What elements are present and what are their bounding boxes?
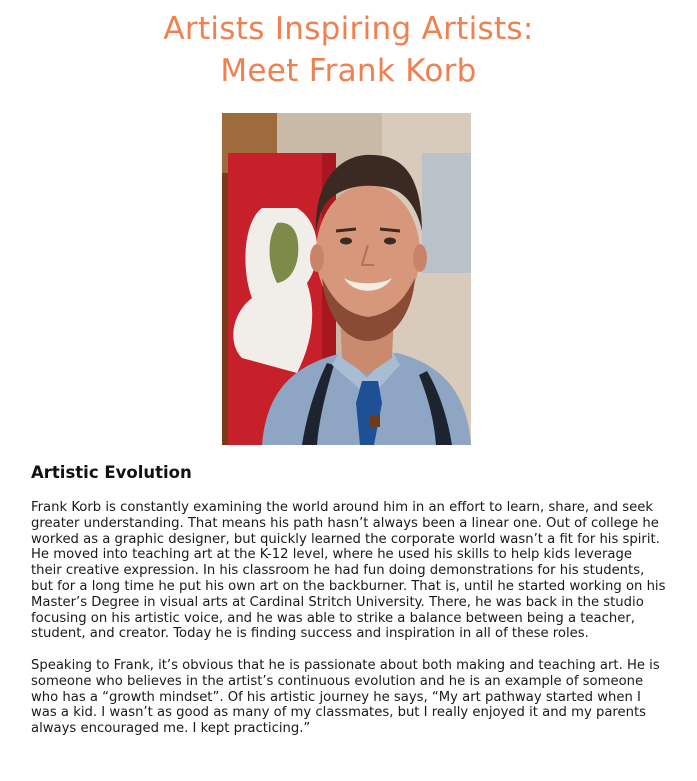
title-line-1: Artists Inspiring Artists:	[163, 11, 534, 47]
paragraph: Frank Korb is constantly examining the world around him in an effort to learn, share, and seek greater understanding. That means his path hasn’t always been a linear one. Out of college he worked as a graphic designer, but quickly learned the corporate world wasn’t a fit for his spirit. He moved into teaching art at the K-12 level, where he used his skills to help kids leverage their creative expression. In his classroom he had fun doing demonstrations for his students, but for a long time he put his own art on the backburner. That is, until he started working on his Master’s Degree in visual arts at Cardinal Stritch University. There, he was back in the studio focusing on his artistic voice, and he was able to strike a balance between being a teacher, student, and creator. Today he is finding success and inspiration in all of these roles.	[31, 500, 666, 642]
section-heading: Artistic Evolution	[31, 463, 192, 482]
title-line-2: Meet Frank Korb	[220, 53, 477, 89]
page-title	[0, 0, 697, 92]
paragraph: Speaking to Frank, it’s obvious that he is passionate about both making and teaching art. He is someone who believes in the artist’s continuous evolution and he is an example of someone who has a “growth mindset”. Of his artistic journey he says, “My art pathway started when I was a kid. I wasn’t as good as many of my classmates, but I really enjoyed it and my parents always encouraged me. I kept practicing.”	[31, 657, 660, 737]
portrait-photo	[222, 113, 471, 445]
article-body	[31, 500, 666, 753]
